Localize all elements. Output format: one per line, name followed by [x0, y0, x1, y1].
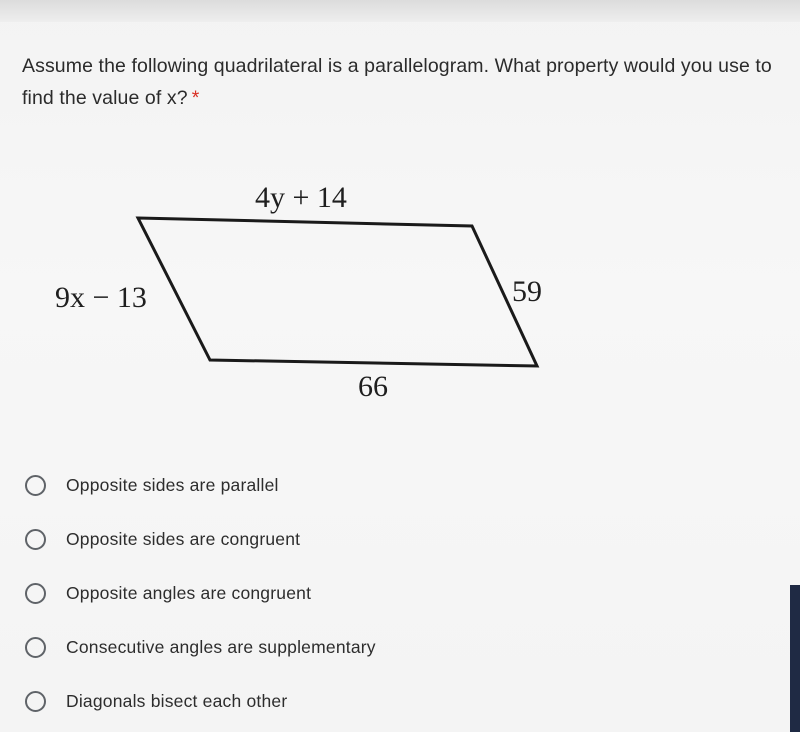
required-asterisk: * — [191, 87, 200, 109]
question-label: Assume the following quadrilateral is a parallelogram. What property would you use to find the value of x? — [22, 55, 772, 109]
edge-bar — [790, 585, 800, 732]
question-text — [22, 50, 797, 114]
option-opposite-angles-congruent[interactable] — [25, 566, 376, 620]
left-side-label: 9x − 13 — [55, 281, 147, 314]
radio-button[interactable] — [25, 637, 46, 658]
option-label: Opposite angles are congruent — [66, 582, 312, 603]
bottom-side-label: 66 — [358, 370, 388, 403]
option-label: Consecutive angles are supplementary — [66, 636, 376, 657]
right-side-label: 59 — [512, 275, 542, 308]
option-diagonals-bisect[interactable] — [25, 674, 376, 728]
radio-button[interactable] — [25, 583, 46, 604]
parallelogram-shape — [138, 218, 537, 366]
option-label: Opposite sides are parallel — [66, 474, 279, 495]
option-label: Opposite sides are congruent — [66, 528, 301, 549]
option-opposite-sides-congruent[interactable] — [25, 512, 376, 566]
answer-options — [25, 458, 376, 728]
option-consecutive-angles-supplementary[interactable] — [25, 620, 376, 674]
top-side-label: 4y + 14 — [255, 181, 347, 214]
parallelogram-figure — [40, 170, 600, 410]
option-label: Diagonals bisect each other — [66, 690, 288, 711]
option-opposite-sides-parallel[interactable] — [25, 458, 376, 512]
radio-button[interactable] — [25, 691, 46, 712]
radio-button[interactable] — [25, 475, 46, 496]
radio-button[interactable] — [25, 529, 46, 550]
top-shadow — [0, 0, 800, 22]
